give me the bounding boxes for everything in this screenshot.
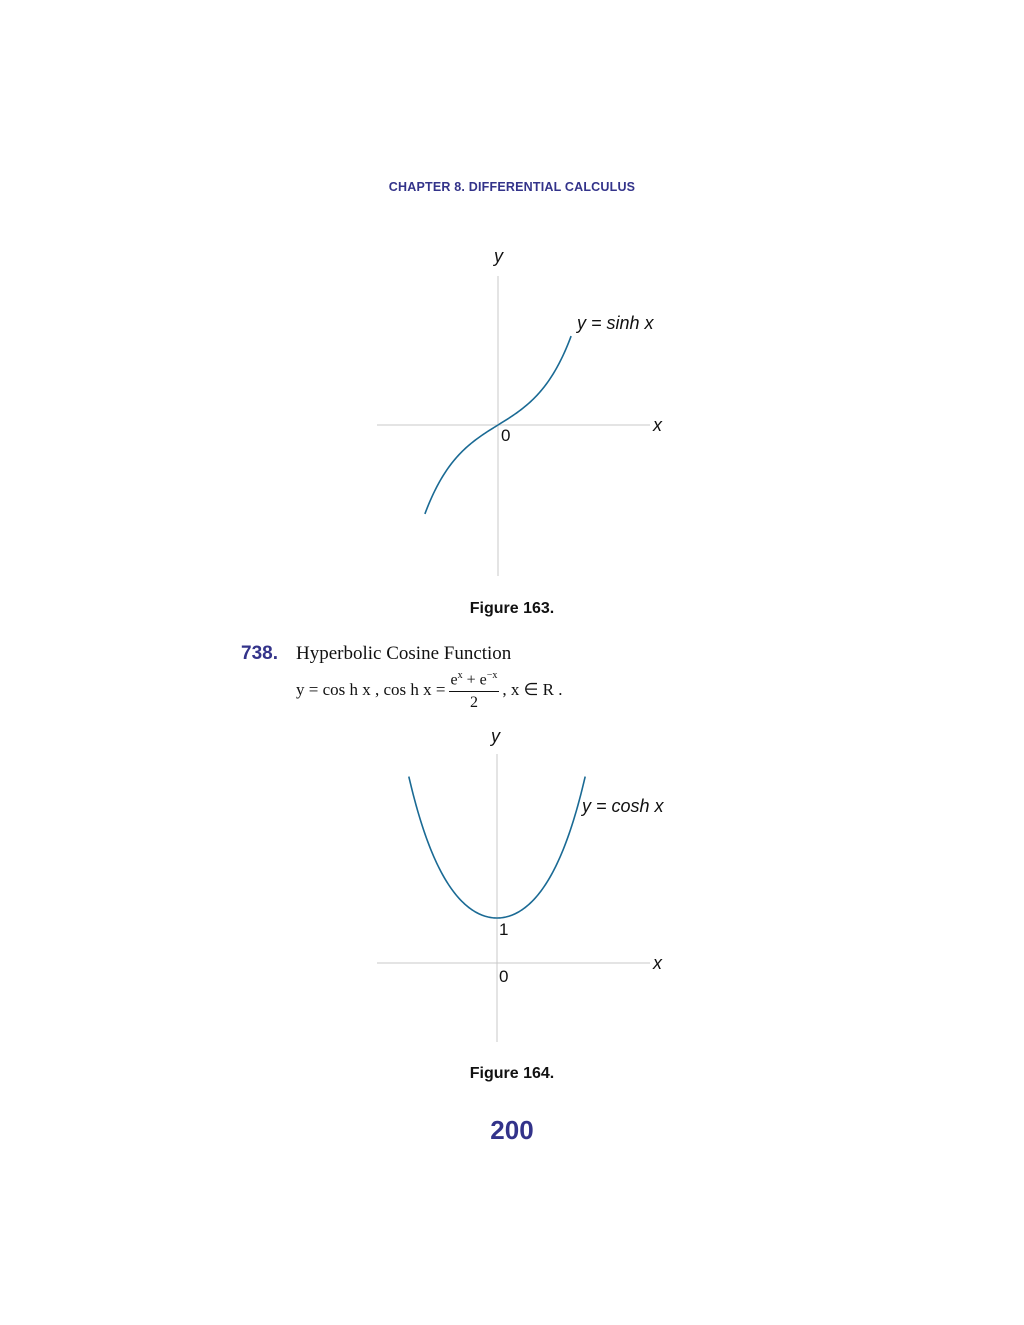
fraction-numerator <box>449 670 500 692</box>
figure-164-caption: Figure 164. <box>469 1065 555 1082</box>
figure-164-cosh-plot <box>360 722 690 1052</box>
y-axis-label: y <box>494 246 503 266</box>
numerator-plus-e: + e <box>462 671 487 689</box>
formula-lhs: y = cos h x , cos h x = <box>296 680 446 700</box>
fraction-denominator: 2 <box>469 694 478 712</box>
cosh-definition-formula <box>296 670 563 712</box>
numerator-exp1: x <box>457 670 463 681</box>
origin-label: 0 <box>499 967 509 986</box>
curve-label: y = cosh x <box>582 796 664 816</box>
formula-rhs: , x ∈ R . <box>502 680 563 700</box>
figure-163-caption: Figure 163. <box>469 600 555 617</box>
y-axis-label: y <box>491 726 500 746</box>
x-axis-label: x <box>653 415 662 435</box>
x-axis-label: x <box>653 953 662 973</box>
section-number: 738. <box>241 643 278 664</box>
numerator-exp2: −x <box>486 670 498 681</box>
chapter-header: CHAPTER 8. DIFFERENTIAL CALCULUS <box>388 180 636 194</box>
page-number: 200 <box>490 1115 534 1145</box>
numerator-e: e <box>450 671 458 689</box>
fraction <box>449 670 500 712</box>
origin-label: 0 <box>501 426 511 445</box>
figure-163-sinh-plot <box>360 240 680 585</box>
section-title: Hyperbolic Cosine Function <box>296 643 512 664</box>
curve-label: y = sinh x <box>577 313 654 333</box>
one-label: 1 <box>499 920 509 939</box>
